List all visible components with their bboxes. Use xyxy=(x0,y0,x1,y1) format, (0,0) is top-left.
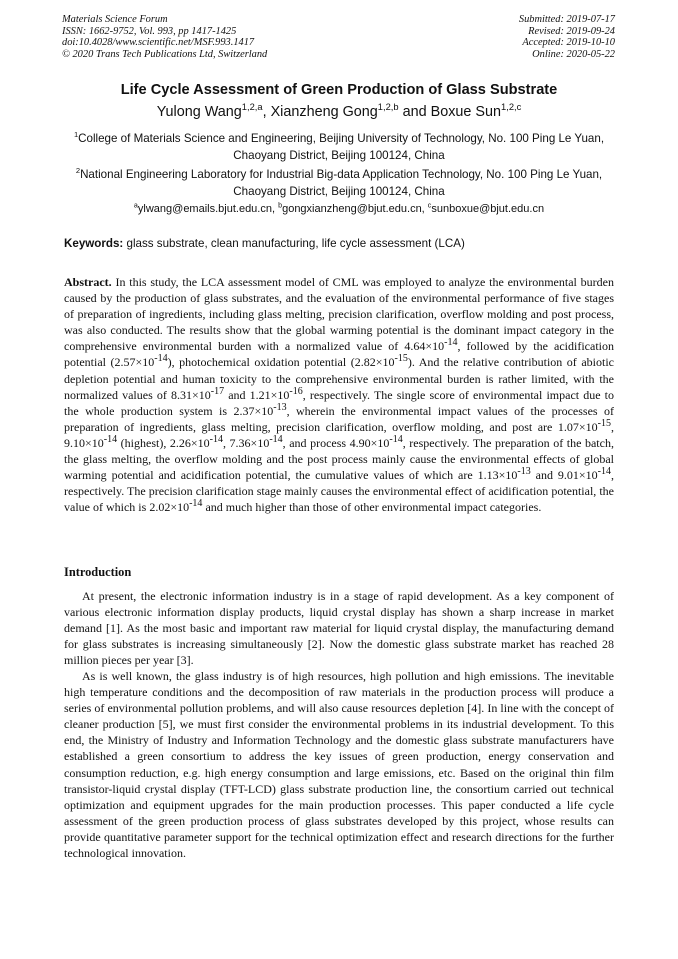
affiliation-text: National Engineering Laboratory for Industrial Big-data Application Technology, No. 100 Ping Le Yuan, Chaoyang District, Beijing 100124, China xyxy=(80,168,603,198)
exponent: -15 xyxy=(394,353,408,365)
copyright-line: © 2020 Trans Tech Publications Ltd, Switzerland xyxy=(62,48,268,60)
journal-header-right xyxy=(519,14,615,60)
email-mark: c xyxy=(427,201,432,210)
exponent: -14 xyxy=(154,353,168,365)
abstract-text: , 7.36×10 xyxy=(223,435,270,450)
abstract-paragraph xyxy=(64,274,614,515)
abstract-label: Abstract. xyxy=(64,275,112,289)
exponent: -14 xyxy=(189,498,203,510)
abstract-text: , and process 4.90×10 xyxy=(282,435,390,450)
abstract-text: , 9.10×10 xyxy=(64,419,614,450)
exponent: -14 xyxy=(103,433,118,445)
keywords-label: Keywords: xyxy=(64,237,124,250)
author-affiliation-mark: 1,2,b xyxy=(377,102,399,113)
intro-paragraph-1: At present, the electronic information industry is in a stage of rapid development. As a key component of various electronic information display products, liquid crystal display has shown a sharp increase in market demand [1]. As the most basic and important raw material for liquid crystal display, the manufacturing demand for glass substrates is increasing simultaneously [2]. Now the domestic glass substrate market has reached 28 million pieces per year [3]. xyxy=(64,589,614,668)
exponent: -14 xyxy=(444,337,458,349)
exponent: -14 xyxy=(269,433,283,445)
email-link[interactable]: sunboxue@bjut.edu.cn xyxy=(431,203,545,215)
author-separator: , xyxy=(262,104,271,120)
author-name: Yulong Wang xyxy=(156,104,242,120)
section-heading-introduction: Introduction xyxy=(64,565,132,579)
journal-name: Materials Science Forum xyxy=(62,14,168,25)
abstract-text: In this study, the LCA assessment model of CML was employed to analyze the environmental burden caused by the production of glass substrates, and the evaluation of the environmental performance of five stages of preparation of ingredients, including glass melting, precision clarification, overflow molding and post process, was also conducted. The results show that the global warming potential is the dominant impact category in the comprehensive environmental burden with a normalized value of 4.64×10 xyxy=(64,275,614,354)
affiliation-1 xyxy=(64,130,614,164)
exponent: -16 xyxy=(289,385,303,397)
email-link[interactable]: ylwang@emails.bjut.edu.cn, xyxy=(137,203,279,215)
exponent: -13 xyxy=(273,401,287,413)
revised-date: Revised: 2019-09-24 xyxy=(528,25,615,37)
email-mark: b xyxy=(278,201,283,210)
affiliation-text: College of Materials Science and Engineering, Beijing University of Technology, No. 100 Ping Le Yuan, Chaoyang District, Beijing 100124, China xyxy=(78,132,605,162)
issn-line: ISSN: 1662-9752, Vol. 993, pp 1417-1425 xyxy=(62,25,237,37)
keywords-text: glass substrate, clean manufacturing, life cycle assessment (LCA) xyxy=(123,237,465,250)
abstract-text: , wherein the environmental impact values of the processes of preparation of ingredients, glass melting, precision clarification, overflow molding, and post are 1.07×10 xyxy=(64,403,614,434)
author-name: Xianzheng Gong xyxy=(270,104,378,120)
author-emails xyxy=(0,203,678,215)
exponent: -14 xyxy=(597,466,611,478)
intro-paragraph-2: As is well known, the glass industry is of high resources, high pollution and high emissions. The inevitable high temperature conditions and the decomposition of raw materials in the production process will produce a series of environmental pollution problems, and will also cause resources depletion [4]. In line with the concept of cleaner production [5], we must first consider the environmental problems in its industrial development. To this end, the Ministry of Industry and Information Technology and the domestic glass substrate manufacturers have established a green consortium to address the key issues of green production, energy conservation and consumption reduction, e.g. high energy consumption and large emissions, etc. Based on the original thin film transistor-liquid crystal display (TFT-LCD) glass substrate production line, the consortium carried out technical optimization and equipment upgrades for the main production processes. This paper conducted a life cycle assessment of the green production process of glass substrates developed by this project, whose results can provide quantitative parameter support for the technical optimization effect and research directions for the further technological innovation. xyxy=(64,669,614,861)
abstract-text: , followed by the acidification potential (2.57×10 xyxy=(64,339,614,370)
online-date: Online: 2020-05-22 xyxy=(532,48,615,60)
exponent: -17 xyxy=(210,385,225,397)
affiliation-number: 2 xyxy=(75,166,81,176)
accepted-date: Accepted: 2019-10-10 xyxy=(522,37,615,49)
author-affiliation-mark: 1,2,c xyxy=(501,102,522,113)
author-separator: and xyxy=(398,104,431,120)
email-link[interactable]: gongxianzheng@bjut.edu.cn, xyxy=(282,203,428,215)
journal-header-left xyxy=(62,14,267,60)
abstract-text: (highest), 2.26×10 xyxy=(117,435,210,450)
abstract-text: , respectively. The preparation of the batch, the glass melting, the overflow molding and the post process mainly cause the environmental effects of global warming potential and acidification potential, the cumulative values of which are 1.13×10 xyxy=(64,435,614,483)
author-name: Boxue Sun xyxy=(430,104,502,120)
abstract-text: and 1.21×10 xyxy=(224,387,290,402)
affiliation-number: 1 xyxy=(73,130,79,140)
exponent: -14 xyxy=(209,433,223,445)
author-list xyxy=(0,104,678,120)
abstract-text: , respectively. The single score of environmental impact due to the whole production system is 2.37×10 xyxy=(64,387,614,418)
exponent: -14 xyxy=(389,433,403,445)
doi-line[interactable]: doi:10.4028/www.scientific.net/MSF.993.1417 xyxy=(62,37,255,49)
submitted-date: Submitted: 2019-07-17 xyxy=(518,14,615,25)
abstract-text: and 9.01×10 xyxy=(530,468,598,483)
author-affiliation-mark: 1,2,a xyxy=(241,102,263,113)
paper-title: Life Cycle Assessment of Green Production of Glass Substrate xyxy=(120,82,558,98)
exponent: -15 xyxy=(597,417,611,429)
abstract-text: ), photochemical oxidation potential (2.82×10 xyxy=(167,355,395,370)
email-mark: a xyxy=(133,201,138,210)
exponent: -13 xyxy=(517,466,531,478)
abstract-text: , respectively. The precision clarification stage mainly causes the environmental effect of acidification potential, the value of which is 2.02×10 xyxy=(64,468,614,515)
abstract-text: ). And the relative contribution of abiotic depletion potential and human toxicity to the comprehensive environmental burden is rather limited, with the normalized values of 8.31×10 xyxy=(64,355,614,402)
keywords-line xyxy=(64,237,616,250)
abstract-text: and much higher than those of other environmental impact categories. xyxy=(202,500,542,515)
affiliation-2 xyxy=(64,166,614,200)
